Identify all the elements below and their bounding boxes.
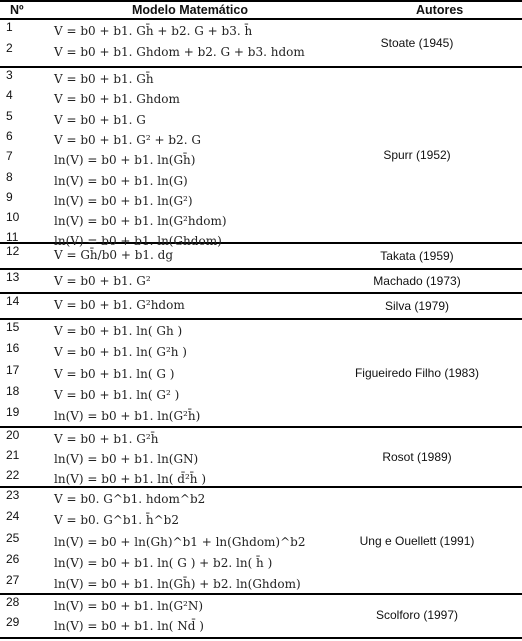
table-row	[0, 190, 340, 210]
row-author: Figueiredo Filho (1983)	[354, 366, 480, 380]
table-row	[0, 88, 340, 108]
table-row	[0, 109, 340, 129]
row-formula: ln(V) = b0 + b1. ln(Ghdom)	[54, 234, 222, 249]
table-row	[0, 20, 340, 40]
table-row	[0, 384, 340, 404]
row-formula: V = b0 + b1. Ghdom + b2. G + b3. hdom	[54, 45, 305, 59]
table-row	[0, 615, 340, 635]
row-formula: V = b0 + b1. ln( G²h )	[54, 345, 187, 360]
row-formula: ln(V) = b0 + b1. ln(G²)	[54, 193, 193, 208]
row-formula: V = b0 + b1. ln( G² )	[54, 387, 180, 402]
row-author: Takata (1959)	[380, 249, 454, 263]
row-formula: V = b0. G^b1. h̄^b2	[54, 513, 179, 528]
table-row	[0, 68, 340, 88]
table-row	[0, 488, 340, 508]
table-row	[0, 509, 340, 529]
row-number: 19	[6, 405, 20, 420]
row-number: 8	[6, 169, 13, 184]
model-group	[0, 20, 522, 68]
row-formula: V = b0 + b1. Gh̄ + b2. G + b3. h̄	[54, 24, 253, 38]
row-number: 7	[6, 149, 13, 164]
model-group	[0, 68, 522, 249]
table-row	[0, 531, 340, 551]
table-row	[0, 428, 340, 448]
row-number: 17	[6, 362, 20, 377]
bottom-rule	[0, 637, 522, 639]
row-formula: V = b0 + b1. ln( Gh )	[54, 324, 183, 338]
row-number: 24	[6, 509, 20, 524]
row-number: 28	[6, 595, 20, 609]
row-formula: ln(V) = b0 + b1. ln( d̄²h̄ )	[54, 472, 207, 486]
table-row	[0, 149, 340, 169]
row-author: Ung e Ouellett (1991)	[359, 533, 475, 548]
row-formula: ln(V) = b0 + b1. ln(G)	[54, 173, 188, 188]
table-row	[0, 468, 340, 488]
row-formula: V = b0 + b1. Ghdom	[54, 92, 180, 107]
table-row	[0, 405, 340, 425]
table-row	[0, 448, 340, 468]
row-author: Stoate (1945)	[380, 36, 454, 50]
row-formula: V = b0 + b1. ln( G )	[54, 366, 175, 381]
row-number: 22	[6, 468, 20, 482]
model-group	[0, 595, 522, 637]
header-authors: Autores	[416, 3, 464, 17]
row-formula: V = b0 + b1. G² + b2. G	[54, 132, 201, 147]
table-row	[0, 244, 340, 264]
row-formula: ln(V) = b0 + b1. ln(G²hdom)	[54, 214, 227, 229]
row-formula: ln(V) = b0 + b1. ln(GN)	[54, 452, 199, 466]
row-number: 5	[6, 108, 13, 123]
row-author: Spurr (1952)	[383, 148, 451, 162]
table-row	[0, 294, 340, 314]
row-formula: V = b0. G^b1. hdom^b2	[54, 492, 206, 506]
row-formula: V = b0 + b1. Gh̄	[54, 72, 154, 86]
table-row	[0, 552, 340, 572]
row-number: 20	[6, 428, 20, 442]
model-group	[0, 270, 522, 294]
table-header	[0, 0, 522, 20]
row-number: 26	[6, 551, 20, 566]
row-formula: ln(V) = b0 + b1. ln(G²h̄)	[54, 409, 201, 424]
row-number: 6	[6, 128, 13, 143]
model-group	[0, 488, 522, 595]
model-group	[0, 294, 522, 320]
row-number: 18	[6, 383, 20, 398]
row-formula: V = b0 + b1. G	[54, 112, 146, 127]
row-author: Machado (1973)	[373, 274, 461, 288]
table-row	[0, 595, 340, 615]
model-group	[0, 244, 522, 270]
header-model: Modelo Matemático	[132, 3, 248, 17]
row-number: 27	[6, 573, 20, 588]
row-number: 11	[6, 230, 19, 245]
table-row	[0, 41, 340, 61]
table-row	[0, 210, 340, 230]
table-row	[0, 320, 340, 340]
table-row	[0, 363, 340, 383]
row-formula: ln(V) = b0 + b1. ln(Gh̄) + b2. ln(Ghdom)	[54, 577, 301, 592]
row-number: 15	[6, 320, 20, 334]
table-row	[0, 270, 340, 290]
row-number: 16	[6, 341, 20, 356]
row-number: 4	[6, 88, 13, 103]
row-number: 14	[6, 294, 20, 308]
row-formula: ln(V) = b0 + b1. ln( Nd̄ )	[54, 619, 204, 633]
row-number: 23	[6, 488, 20, 502]
table-row	[0, 129, 340, 149]
table-row	[0, 170, 340, 190]
row-formula: V = b0 + b1. G²hdom	[54, 298, 185, 312]
row-number: 12	[6, 244, 20, 258]
row-number: 1	[6, 20, 13, 34]
table-row	[0, 341, 340, 361]
row-formula: V = Gh̄/b0 + b1. dg	[54, 248, 174, 262]
row-number: 2	[6, 41, 13, 55]
row-author: Scolforo (1997)	[375, 608, 459, 622]
row-formula: ln(V) = b0 + b1. ln(G²N)	[54, 599, 204, 613]
row-number: 13	[6, 270, 20, 284]
row-author: Silva (1979)	[384, 299, 450, 313]
model-group	[0, 320, 522, 428]
row-number: 29	[6, 615, 20, 629]
row-author: Rosot (1989)	[382, 450, 452, 464]
row-number: 25	[6, 530, 20, 545]
row-formula: ln(V) = b0 + b1. ln( G ) + b2. ln( h̄ )	[54, 555, 273, 570]
row-formula: ln(V) = b0 + ln(Gh)^b1 + ln(Ghdom)^b2	[54, 534, 306, 549]
row-formula: V = b0 + b1. G²	[54, 274, 151, 288]
row-formula: V = b0 + b1. G²h̄	[54, 432, 159, 446]
row-number: 9	[6, 189, 13, 204]
row-formula: ln(V) = b0 + b1. ln(Gh̄)	[54, 153, 196, 168]
row-number: 3	[6, 68, 13, 82]
header-num: Nº	[10, 3, 24, 17]
row-number: 21	[6, 448, 20, 462]
model-group	[0, 428, 522, 488]
table-row	[0, 573, 340, 593]
row-number: 10	[6, 210, 20, 225]
